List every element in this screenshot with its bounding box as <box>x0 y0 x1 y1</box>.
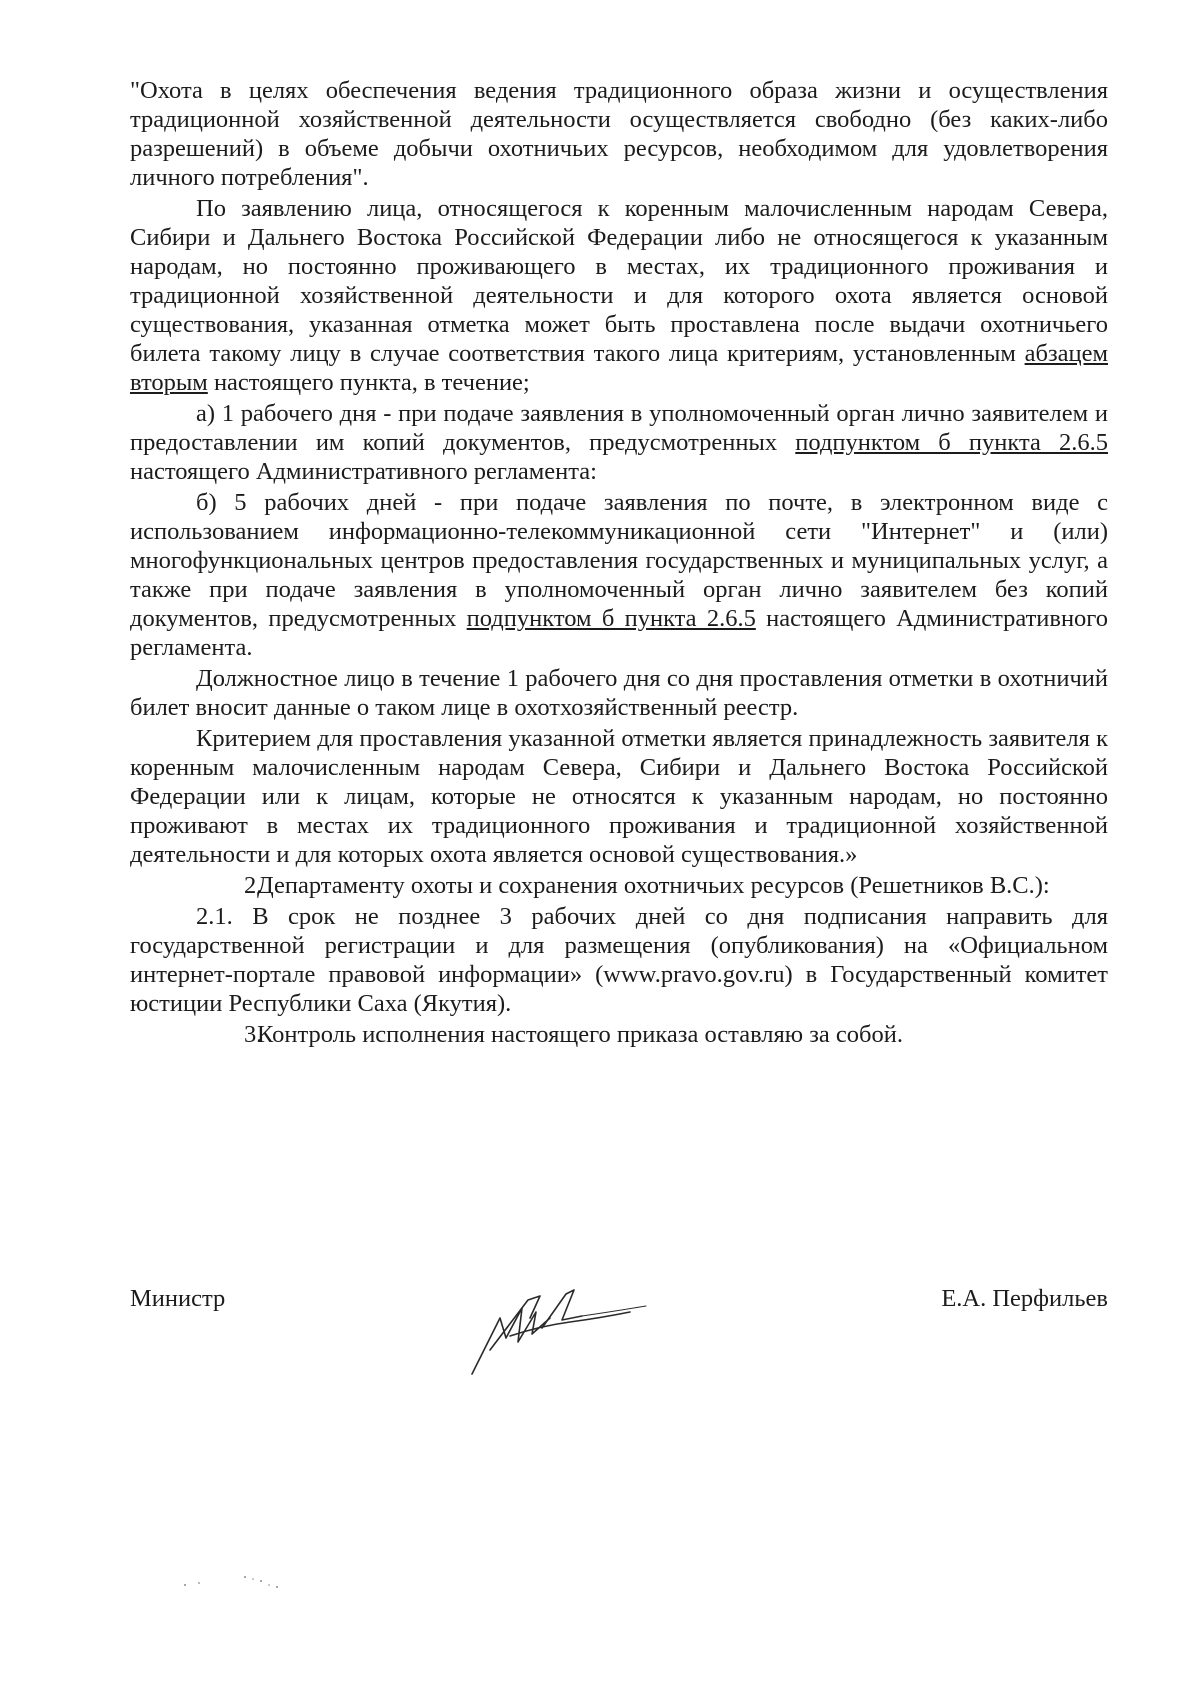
order-item-2-1 <box>130 902 1108 1018</box>
paragraph-text: настоящего Административного регламента: <box>130 458 597 485</box>
item-number: 3. <box>244 1021 263 1048</box>
handwritten-signature <box>470 1278 650 1378</box>
signatory-title: Министр <box>130 1285 226 1312</box>
paragraph-text: настоящего пункта, в течение; <box>207 369 530 396</box>
paragraph-text: настоящего Административного регламента. <box>130 605 1109 661</box>
item-text: 2.1. В срок не позднее 3 рабочих дней со дня подписания направить для государственной регистрации и для размещения (опубликования) на «Официальном интернет-портале правовой информации» (www.pravo.gov.ru) в Государственный комитет юстиции Республики Саха (Якутия). <box>130 903 1108 1017</box>
paragraph-criterion <box>130 724 1108 869</box>
order-item-3 <box>130 1020 1108 1049</box>
paragraph-text: а) 1 рабочего дня - при подаче заявления в уполномоченный орган лично заявителем и предоставлении им копий документов, предусмотренных <box>130 400 1108 456</box>
document-body <box>130 76 1108 1051</box>
reference-link-second-paragraph[interactable]: абзацем вторым <box>130 340 1108 396</box>
reference-link-subclause-2-6-5[interactable]: подпунктом б пункта 2.6.5 <box>466 605 756 632</box>
paragraph-text: Должностное лицо в течение 1 рабочего дня со дня проставления отметки в охотничий билет вносит данные о таком лице в охотхозяйственный реестр. <box>130 665 1108 721</box>
paragraph-text: "Охота в целях обеспечения ведения традиционного образа жизни и осуществления традиционной хозяйственной деятельности осуществляется свободно (без каких-либо разрешений) в объеме добычи охотничьих ресурсов, необходимом для удовлетворения личного потребления". <box>130 77 1108 191</box>
signatory-name: Е.А. Перфильев <box>941 1285 1108 1312</box>
paragraph-application <box>130 194 1108 397</box>
paragraph-text: б) 5 рабочих дней - при подаче заявления по почте, в электронном виде с использованием информационно-телекоммуникационной сети "Интернет" и (или) многофункциональных центров предоставления государственных и муниципальных услуг, а также при подаче заявления в уполномоченный орган лично заявителем без копий документов, предусмотренных <box>130 489 1108 632</box>
order-item-2 <box>130 871 1108 900</box>
item-text: Контроль исполнения настоящего приказа оставляю за собой. <box>257 1021 903 1048</box>
scan-noise <box>175 1555 305 1595</box>
paragraph-item-a <box>130 399 1108 486</box>
paragraph-official <box>130 664 1108 722</box>
reference-link-subclause-2-6-5[interactable]: подпунктом б пункта 2.6.5 <box>795 429 1108 456</box>
paragraph-text: Критерием для проставления указанной отметки является принадлежность заявителя к коренным малочисленным народам Севера, Сибири и Дальнего Востока Российской Федерации или к лицам, которые не относятся к указанным народам, но постоянно проживают в местах их традиционного проживания и традиционной хозяйственной деятельности и для которых охота является основой существования.» <box>130 725 1108 868</box>
paragraph-text: По заявлению лица, относящегося к коренным малочисленным народам Севера, Сибири и Дальнего Востока Российской Федерации либо не относящегося к указанным народам, но постоянно проживающего в местах, их традиционного проживания и традиционной хозяйственной деятельности и для которого охота является основой существования, указанная отметка может быть проставлена после выдачи охотничьего билета такому лицу в случае соответствия такого лица критериям, установленным <box>130 195 1108 367</box>
item-number: 2. <box>244 872 263 899</box>
paragraph-item-b <box>130 488 1108 662</box>
paragraph-quote-hunting <box>130 76 1108 192</box>
item-text: Департаменту охоты и сохранения охотничьих ресурсов (Решетников В.С.): <box>257 872 1050 899</box>
